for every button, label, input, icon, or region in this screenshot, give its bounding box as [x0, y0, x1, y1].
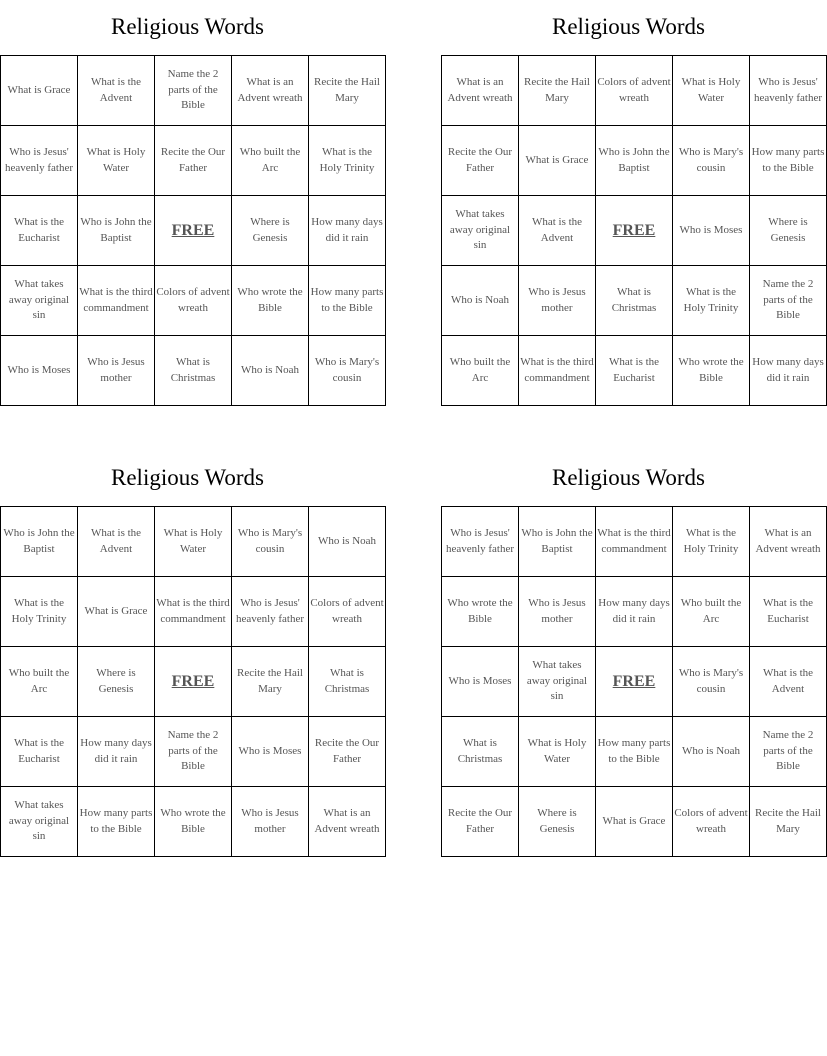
- bingo-cell: Recite the Our Father: [309, 717, 386, 787]
- bingo-cell: Who wrote the Bible: [673, 336, 750, 406]
- bingo-cell: What is an Advent wreath: [232, 56, 309, 126]
- bingo-cell: Recite the Hail Mary: [750, 787, 827, 857]
- bingo-cell: How many parts to the Bible: [309, 266, 386, 336]
- grid-row: [1, 577, 386, 647]
- bingo-cell: Who is Moses: [673, 196, 750, 266]
- card-title: Religious Words: [552, 465, 705, 490]
- bingo-cell: Who is Noah: [673, 717, 750, 787]
- card-title: Religious Words: [111, 14, 264, 39]
- bingo-cell: Who is Jesus mother: [232, 787, 309, 857]
- bingo-cell: What is Holy Water: [78, 126, 155, 196]
- free-space-cell: FREE: [155, 196, 232, 266]
- bingo-cell: What is Holy Water: [155, 507, 232, 577]
- free-space-cell: FREE: [596, 647, 673, 717]
- grid-row: [442, 196, 827, 266]
- bingo-cell: What is Grace: [596, 787, 673, 857]
- bingo-cell: Who is John the Baptist: [1, 507, 78, 577]
- bingo-cell: How many days did it rain: [78, 717, 155, 787]
- bingo-cell: How many days did it rain: [750, 336, 827, 406]
- grid-row: [1, 56, 386, 126]
- bingo-cell: What takes away original sin: [1, 266, 78, 336]
- bingo-cell: What is the Advent: [750, 647, 827, 717]
- grid-row: [442, 126, 827, 196]
- bingo-cell: Who is Mary's cousin: [673, 126, 750, 196]
- grid-row: [442, 577, 827, 647]
- bingo-cell: What is Christmas: [596, 266, 673, 336]
- bingo-cell: What is Grace: [1, 56, 78, 126]
- bingo-cell: What is the third commandment: [155, 577, 232, 647]
- bingo-cell: Recite the Our Father: [442, 787, 519, 857]
- grid-row: [1, 266, 386, 336]
- bingo-cell: Who is Mary's cousin: [309, 336, 386, 406]
- bingo-card-2: [441, 0, 825, 406]
- free-space-cell: FREE: [155, 647, 232, 717]
- bingo-cell: What is the Advent: [519, 196, 596, 266]
- bingo-cell: What is Holy Water: [519, 717, 596, 787]
- grid-row: [1, 647, 386, 717]
- bingo-cell: How many parts to the Bible: [596, 717, 673, 787]
- bingo-cell: What is Christmas: [309, 647, 386, 717]
- bingo-card-1: [0, 0, 384, 406]
- grid-row: [1, 787, 386, 857]
- grid-row: [442, 266, 827, 336]
- bingo-cell: Who is Jesus mother: [78, 336, 155, 406]
- grid-row: [1, 717, 386, 787]
- bingo-cell: Colors of advent wreath: [155, 266, 232, 336]
- grid-row: [442, 717, 827, 787]
- bingo-cell: Where is Genesis: [750, 196, 827, 266]
- bingo-cell: What is the Eucharist: [1, 717, 78, 787]
- grid-row: [442, 56, 827, 126]
- bingo-cell: What takes away original sin: [519, 647, 596, 717]
- bingo-cell: What takes away original sin: [1, 787, 78, 857]
- bingo-cell: What is an Advent wreath: [750, 507, 827, 577]
- grid-row: [1, 196, 386, 266]
- bingo-cell: Recite the Hail Mary: [519, 56, 596, 126]
- card-title: Religious Words: [111, 465, 264, 490]
- bingo-grid: [0, 506, 386, 857]
- bingo-cell: What is the Eucharist: [750, 577, 827, 647]
- grid-row: [442, 787, 827, 857]
- bingo-cell: What is Holy Water: [673, 56, 750, 126]
- bingo-cell: Recite the Our Father: [442, 126, 519, 196]
- bingo-cell: What is Christmas: [155, 336, 232, 406]
- bingo-cell: What is the third commandment: [596, 507, 673, 577]
- bingo-cell: What is an Advent wreath: [442, 56, 519, 126]
- bingo-cell: How many days did it rain: [309, 196, 386, 266]
- bingo-cell: What is an Advent wreath: [309, 787, 386, 857]
- bingo-cell: How many parts to the Bible: [78, 787, 155, 857]
- bingo-cell: Who wrote the Bible: [442, 577, 519, 647]
- bingo-cell: Who is Jesus' heavenly father: [232, 577, 309, 647]
- bingo-cell: Who is Moses: [232, 717, 309, 787]
- bingo-cell: Who is Jesus' heavenly father: [750, 56, 827, 126]
- grid-row: [442, 507, 827, 577]
- bingo-cell: Who wrote the Bible: [232, 266, 309, 336]
- bingo-cell: Name the 2 parts of the Bible: [155, 56, 232, 126]
- bingo-cell: Who built the Arc: [232, 126, 309, 196]
- grid-row: [1, 336, 386, 406]
- bingo-cell: Who built the Arc: [1, 647, 78, 717]
- bingo-cell: What is the Holy Trinity: [673, 266, 750, 336]
- bingo-cell: Who is Jesus' heavenly father: [442, 507, 519, 577]
- free-space-cell: FREE: [596, 196, 673, 266]
- bingo-cell: What is Grace: [78, 577, 155, 647]
- bingo-cell: Where is Genesis: [232, 196, 309, 266]
- bingo-card-3: [0, 451, 384, 857]
- bingo-cell: Who is John the Baptist: [519, 507, 596, 577]
- bingo-cell: Who is Jesus mother: [519, 266, 596, 336]
- bingo-cell: Who is Noah: [309, 507, 386, 577]
- bingo-cell: Where is Genesis: [78, 647, 155, 717]
- bingo-cell: Who wrote the Bible: [155, 787, 232, 857]
- bingo-cell: Who is Moses: [1, 336, 78, 406]
- bingo-cell: Who is Jesus' heavenly father: [1, 126, 78, 196]
- bingo-cell: Colors of advent wreath: [596, 56, 673, 126]
- bingo-cell: What is Christmas: [442, 717, 519, 787]
- bingo-cell: What is the third commandment: [519, 336, 596, 406]
- bingo-cell: Who built the Arc: [442, 336, 519, 406]
- bingo-cell: Who is Noah: [442, 266, 519, 336]
- bingo-cell: Who is John the Baptist: [78, 196, 155, 266]
- bingo-grid: [0, 55, 386, 406]
- grid-row: [442, 336, 827, 406]
- bingo-cell: Who is John the Baptist: [596, 126, 673, 196]
- bingo-cell: What is the Advent: [78, 507, 155, 577]
- bingo-card-4: [441, 451, 821, 857]
- bingo-cell: Who is Mary's cousin: [673, 647, 750, 717]
- bingo-cell: What is the Holy Trinity: [673, 507, 750, 577]
- bingo-cell: What takes away original sin: [442, 196, 519, 266]
- bingo-cell: Colors of advent wreath: [673, 787, 750, 857]
- bingo-cell: Recite the Hail Mary: [232, 647, 309, 717]
- bingo-cell: Who is Jesus mother: [519, 577, 596, 647]
- bingo-grid: [441, 506, 827, 857]
- bingo-cell: What is the Eucharist: [596, 336, 673, 406]
- bingo-cell: Recite the Hail Mary: [309, 56, 386, 126]
- bingo-cell: What is the Holy Trinity: [1, 577, 78, 647]
- bingo-cell: Who is Mary's cousin: [232, 507, 309, 577]
- bingo-cell: What is the Advent: [78, 56, 155, 126]
- bingo-cell: How many parts to the Bible: [750, 126, 827, 196]
- bingo-cell: Who is Noah: [232, 336, 309, 406]
- bingo-cell: How many days did it rain: [596, 577, 673, 647]
- bingo-cell: Name the 2 parts of the Bible: [155, 717, 232, 787]
- bingo-cell: Who built the Arc: [673, 577, 750, 647]
- card-title: Religious Words: [552, 14, 705, 39]
- bingo-cell: What is the third commandment: [78, 266, 155, 336]
- bingo-cell: Name the 2 parts of the Bible: [750, 266, 827, 336]
- bingo-cell: What is the Eucharist: [1, 196, 78, 266]
- bingo-cell: Colors of advent wreath: [309, 577, 386, 647]
- bingo-cell: What is the Holy Trinity: [309, 126, 386, 196]
- bingo-cell: Where is Genesis: [519, 787, 596, 857]
- grid-row: [1, 507, 386, 577]
- grid-row: [1, 126, 386, 196]
- bingo-grid: [441, 55, 827, 406]
- bingo-cell: Who is Moses: [442, 647, 519, 717]
- grid-row: [442, 647, 827, 717]
- bingo-cell: What is Grace: [519, 126, 596, 196]
- bingo-cell: Name the 2 parts of the Bible: [750, 717, 827, 787]
- bingo-cell: Recite the Our Father: [155, 126, 232, 196]
